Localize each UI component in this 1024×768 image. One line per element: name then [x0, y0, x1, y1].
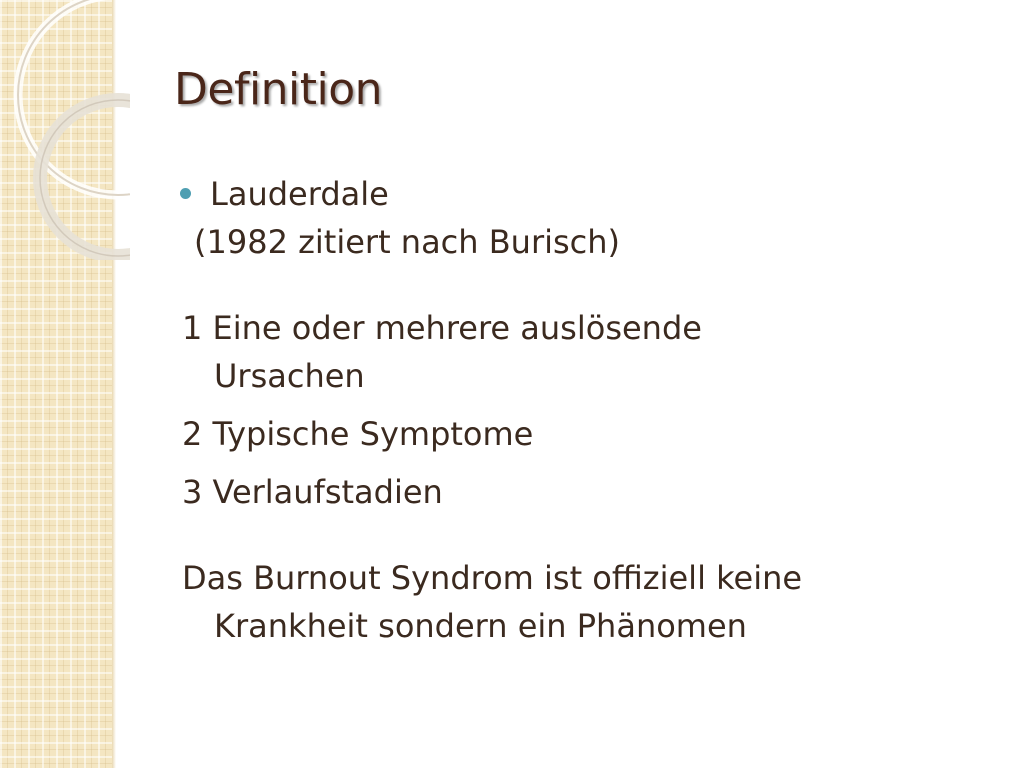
note-line-1: Das Burnout Syndrom ist offiziell keine — [182, 559, 803, 597]
list-item-1: 1 Eine oder mehrere auslösende — [182, 309, 702, 347]
bullet-text: Lauderdale — [210, 175, 389, 213]
list-item-2: 2 Typische Symptome — [182, 415, 534, 453]
list-item-1-continuation: Ursachen — [214, 357, 365, 395]
citation: (1982 zitiert nach Burisch) — [194, 223, 621, 261]
bullet-item — [180, 170, 962, 218]
slide-title: Definition — [174, 64, 383, 115]
list-item-3: 3 Verlaufstadien — [182, 473, 443, 511]
bullet-dot-icon — [180, 188, 191, 199]
note-line-2: Krankheit sondern ein Phänomen — [214, 607, 747, 645]
slide-body — [182, 170, 962, 650]
decorative-rings — [0, 0, 130, 260]
